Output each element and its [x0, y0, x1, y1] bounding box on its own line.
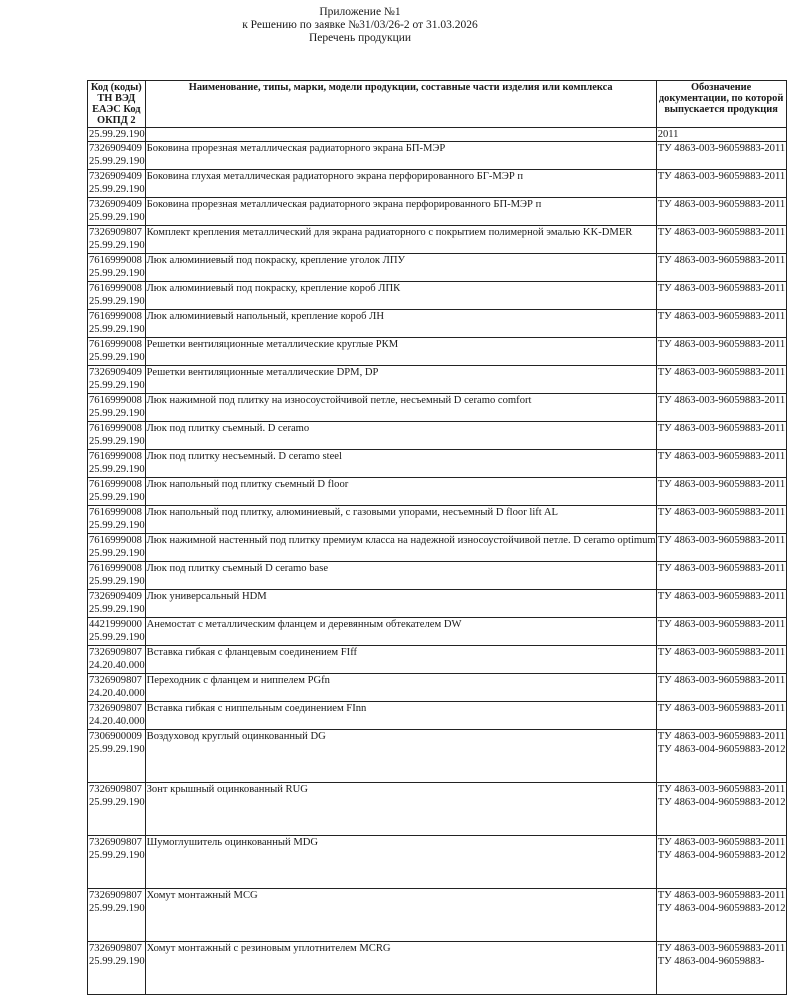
code-value: 7616999008 [89, 311, 142, 322]
table-row [88, 674, 787, 702]
cell-product-name: Шумоглушитель оцинкованный MDG [145, 836, 656, 889]
code-value: 25.99.29.190 [89, 296, 145, 307]
table-row [88, 422, 787, 450]
table-row [88, 254, 787, 282]
cell-codes [88, 366, 146, 394]
table-row [88, 338, 787, 366]
cell-documentation [656, 170, 786, 198]
cell-codes [88, 128, 146, 142]
code-value: 4421999000 [89, 619, 142, 630]
doc-value: ТУ 4863-003-96059883-2011 [657, 423, 786, 434]
cell-documentation [656, 730, 786, 783]
cell-product-name: Хомут монтажный с резиновым уплотнителем MCRG [145, 942, 656, 995]
code-value: 25.99.29.190 [89, 632, 145, 643]
cell-codes [88, 942, 146, 995]
code-value: 7326909807 [89, 675, 142, 686]
doc-value: ТУ 4863-003-96059883-2011 [657, 227, 786, 238]
code-value: 7326909807 [89, 703, 142, 714]
cell-documentation [656, 702, 786, 730]
table-body [88, 128, 787, 995]
doc-value: ТУ 4863-003-96059883-2011 [657, 619, 786, 630]
table-row [88, 783, 787, 836]
cell-documentation [656, 783, 786, 836]
cell-documentation [656, 338, 786, 366]
doc-value: ТУ 4863-003-96059883-2011 [657, 143, 786, 154]
doc-value: ТУ 4863-004-96059883-2012 [657, 744, 786, 755]
doc-value: ТУ 4863-003-96059883-2011 [657, 339, 786, 350]
table-row [88, 450, 787, 478]
code-value: 25.99.29.190 [89, 129, 145, 140]
code-value: 24.20.40.000 [89, 716, 145, 727]
cell-product-name: Люк под плитку несъемный. D ceramo steel [145, 450, 656, 478]
doc-value: ТУ 4863-003-96059883-2011 [657, 451, 786, 462]
cell-product-name: Люк нажимной под плитку на износоустойчивой петле, несъемный D ceramo comfort [145, 394, 656, 422]
code-value: 25.99.29.190 [89, 956, 145, 967]
doc-value: ТУ 4863-003-96059883-2011 [657, 647, 786, 658]
table-row [88, 730, 787, 783]
cell-codes [88, 562, 146, 590]
cell-codes [88, 310, 146, 338]
cell-documentation [656, 450, 786, 478]
table-row [88, 128, 787, 142]
code-value: 7326909409 [89, 367, 142, 378]
doc-value: ТУ 4863-003-96059883-2011 [657, 837, 786, 848]
code-value: 7616999008 [89, 395, 142, 406]
cell-product-name: Комплект крепления металлический для экрана радиаторного с покрытием полимерной эмалью KK-DMER [145, 226, 656, 254]
table-row [88, 534, 787, 562]
appendix-title: Приложение №1 [319, 6, 401, 18]
doc-value: ТУ 4863-003-96059883-2011 [657, 311, 786, 322]
code-value: 7326909807 [89, 227, 142, 238]
table-header-row [88, 81, 787, 128]
cell-codes [88, 422, 146, 450]
cell-product-name [145, 128, 656, 142]
code-value: 7616999008 [89, 255, 142, 266]
code-value: 7616999008 [89, 479, 142, 490]
cell-product-name: Решетки вентиляционные металлические DPM, DP [145, 366, 656, 394]
cell-product-name: Хомут монтажный MCG [145, 889, 656, 942]
cell-codes [88, 889, 146, 942]
code-value: 25.99.29.190 [89, 850, 145, 861]
cell-documentation [656, 506, 786, 534]
cell-codes [88, 142, 146, 170]
code-value: 7326909807 [89, 890, 142, 901]
code-value: 25.99.29.190 [89, 212, 145, 223]
table-row [88, 702, 787, 730]
cell-documentation [656, 618, 786, 646]
code-value: 7616999008 [89, 507, 142, 518]
cell-codes [88, 618, 146, 646]
cell-product-name: Люк нажимной настенный под плитку премиум класса на надежной износоустойчивой петле. D ceramo optimum [145, 534, 656, 562]
doc-value: ТУ 4863-003-96059883-2011 [657, 507, 786, 518]
cell-documentation [656, 394, 786, 422]
doc-value: ТУ 4863-003-96059883-2011 [657, 703, 786, 714]
doc-value: ТУ 4863-003-96059883-2011 [657, 563, 786, 574]
cell-documentation [656, 889, 786, 942]
code-value: 7326909807 [89, 943, 142, 954]
code-value: 25.99.29.190 [89, 548, 145, 559]
code-value: 25.99.29.190 [89, 492, 145, 503]
code-value: 7326909807 [89, 647, 142, 658]
table-row [88, 618, 787, 646]
cell-codes [88, 702, 146, 730]
code-value: 7616999008 [89, 451, 142, 462]
table-row [88, 942, 787, 995]
cell-product-name: Зонт крышный оцинкованный RUG [145, 783, 656, 836]
doc-value: 2011 [657, 129, 679, 140]
code-value: 7326909409 [89, 591, 142, 602]
table-row [88, 282, 787, 310]
table-row [88, 394, 787, 422]
table-row [88, 562, 787, 590]
cell-codes [88, 478, 146, 506]
code-value: 25.99.29.190 [89, 268, 145, 279]
table-row [88, 646, 787, 674]
doc-value: ТУ 4863-003-96059883-2011 [657, 367, 786, 378]
cell-product-name: Люк алюминиевый под покраску, крепление уголок ЛПУ [145, 254, 656, 282]
cell-codes [88, 730, 146, 783]
cell-codes [88, 226, 146, 254]
cell-documentation [656, 366, 786, 394]
cell-codes [88, 590, 146, 618]
code-value: 25.99.29.190 [89, 240, 145, 251]
cell-product-name: Вставка гибкая с ниппельным соединением FInn [145, 702, 656, 730]
list-title: Перечень продукции [308, 32, 412, 44]
cell-product-name: Люк напольный под плитку съемный D floor [145, 478, 656, 506]
cell-product-name: Люк алюминиевый под покраску, крепление короб ЛПК [145, 282, 656, 310]
cell-codes [88, 674, 146, 702]
cell-documentation [656, 942, 786, 995]
cell-codes [88, 338, 146, 366]
doc-value: ТУ 4863-003-96059883-2011 [657, 395, 786, 406]
cell-product-name: Боковина прорезная металлическая радиаторного экрана перфорированного БП-МЭР п [145, 198, 656, 226]
code-value: 24.20.40.000 [89, 688, 145, 699]
cell-codes [88, 170, 146, 198]
code-value: 25.99.29.190 [89, 797, 145, 808]
doc-value: ТУ 4863-004-96059883-2012 [657, 797, 786, 808]
cell-product-name: Решетки вентиляционные металлические круглые РКМ [145, 338, 656, 366]
code-value: 25.99.29.190 [89, 464, 145, 475]
doc-value: ТУ 4863-003-96059883-2011 [657, 890, 786, 901]
cell-product-name: Люк под плитку съемный D ceramo base [145, 562, 656, 590]
cell-codes [88, 254, 146, 282]
code-value: 7326909807 [89, 837, 142, 848]
cell-codes [88, 783, 146, 836]
cell-product-name: Люк напольный под плитку, алюминиевый, с газовыми упорами, несъемный D floor lift AL [145, 506, 656, 534]
cell-product-name: Переходник с фланцем и ниппелем PGfn [145, 674, 656, 702]
doc-value: ТУ 4863-003-96059883-2011 [657, 171, 786, 182]
column-header-docs: Обозначение документации, по которой выпускается продукция [656, 81, 786, 128]
code-value: 25.99.29.190 [89, 380, 145, 391]
code-value: 7616999008 [89, 563, 142, 574]
table-row [88, 836, 787, 889]
cell-documentation [656, 282, 786, 310]
column-header-codes: Код (коды) ТН ВЭД ЕАЭС Код ОКПД 2 [88, 81, 146, 128]
doc-value: ТУ 4863-004-96059883-2012 [657, 903, 786, 914]
cell-documentation [656, 128, 786, 142]
cell-codes [88, 646, 146, 674]
doc-value: ТУ 4863-003-96059883-2011 [657, 784, 786, 795]
cell-codes [88, 198, 146, 226]
cell-product-name: Люк алюминиевый напольный, крепление короб ЛН [145, 310, 656, 338]
code-value: 7616999008 [89, 283, 142, 294]
code-value: 25.99.29.190 [89, 903, 145, 914]
column-header-name: Наименование, типы, марки, модели продукции, составные части изделия или комплекса [145, 81, 656, 128]
code-value: 7326909409 [89, 171, 142, 182]
code-value: 7616999008 [89, 423, 142, 434]
doc-value: ТУ 4863-003-96059883-2011 [657, 479, 786, 490]
code-value: 24.20.40.000 [89, 660, 145, 671]
doc-value: ТУ 4863-003-96059883-2011 [657, 943, 786, 954]
cell-codes [88, 506, 146, 534]
doc-value: ТУ 4863-003-96059883-2011 [657, 675, 786, 686]
code-value: 7306900009 [89, 731, 142, 742]
cell-documentation [656, 534, 786, 562]
cell-documentation [656, 198, 786, 226]
cell-documentation [656, 422, 786, 450]
cell-documentation [656, 836, 786, 889]
code-value: 7616999008 [89, 535, 142, 546]
code-value: 25.99.29.190 [89, 604, 145, 615]
cell-documentation [656, 674, 786, 702]
code-value: 7616999008 [89, 339, 142, 350]
code-value: 25.99.29.190 [89, 324, 145, 335]
cell-documentation [656, 646, 786, 674]
cell-documentation [656, 590, 786, 618]
doc-value: ТУ 4863-003-96059883-2011 [657, 591, 786, 602]
cell-documentation [656, 478, 786, 506]
cell-product-name: Вставка гибкая с фланцевым соединением FIff [145, 646, 656, 674]
cell-codes [88, 450, 146, 478]
doc-value: ТУ 4863-004-96059883- [657, 956, 765, 967]
code-value: 25.99.29.190 [89, 744, 145, 755]
cell-codes [88, 394, 146, 422]
cell-product-name: Боковина глухая металлическая радиаторного экрана перфорированного БГ-МЭР п [145, 170, 656, 198]
table-row [88, 506, 787, 534]
doc-value: ТУ 4863-003-96059883-2011 [657, 731, 786, 742]
product-table [87, 80, 787, 995]
doc-value: ТУ 4863-003-96059883-2011 [657, 255, 786, 266]
table-row [88, 170, 787, 198]
cell-documentation [656, 254, 786, 282]
code-value: 25.99.29.190 [89, 408, 145, 419]
cell-product-name: Воздуховод круглый оцинкованный DG [145, 730, 656, 783]
code-value: 25.99.29.190 [89, 352, 145, 363]
code-value: 25.99.29.190 [89, 436, 145, 447]
table-row [88, 198, 787, 226]
table-row [88, 478, 787, 506]
table-row [88, 889, 787, 942]
cell-codes [88, 282, 146, 310]
cell-documentation [656, 310, 786, 338]
code-value: 25.99.29.190 [89, 156, 145, 167]
cell-product-name: Боковина прорезная металлическая радиаторного экрана БП-МЭР [145, 142, 656, 170]
code-value: 25.99.29.190 [89, 576, 145, 587]
cell-product-name: Люк под плитку съемный. D ceramo [145, 422, 656, 450]
table-row [88, 366, 787, 394]
doc-value: ТУ 4863-003-96059883-2011 [657, 535, 786, 546]
table-row [88, 310, 787, 338]
table-row [88, 142, 787, 170]
cell-product-name: Анемостат с металлическим фланцем и деревянным обтекателем DW [145, 618, 656, 646]
table-row [88, 590, 787, 618]
code-value: 7326909409 [89, 143, 142, 154]
doc-value: ТУ 4863-004-96059883-2012 [657, 850, 786, 861]
cell-product-name: Люк универсальный HDM [145, 590, 656, 618]
cell-documentation [656, 562, 786, 590]
cell-documentation [656, 142, 786, 170]
code-value: 25.99.29.190 [89, 184, 145, 195]
decision-reference: к Решению по заявке №31/03/26-2 от 31.03.2026 [242, 19, 478, 31]
code-value: 25.99.29.190 [89, 520, 145, 531]
doc-value: ТУ 4863-003-96059883-2011 [657, 283, 786, 294]
cell-documentation [656, 226, 786, 254]
code-value: 7326909807 [89, 784, 142, 795]
cell-codes [88, 836, 146, 889]
code-value: 7326909409 [89, 199, 142, 210]
doc-value: ТУ 4863-003-96059883-2011 [657, 199, 786, 210]
cell-codes [88, 534, 146, 562]
table-row [88, 226, 787, 254]
